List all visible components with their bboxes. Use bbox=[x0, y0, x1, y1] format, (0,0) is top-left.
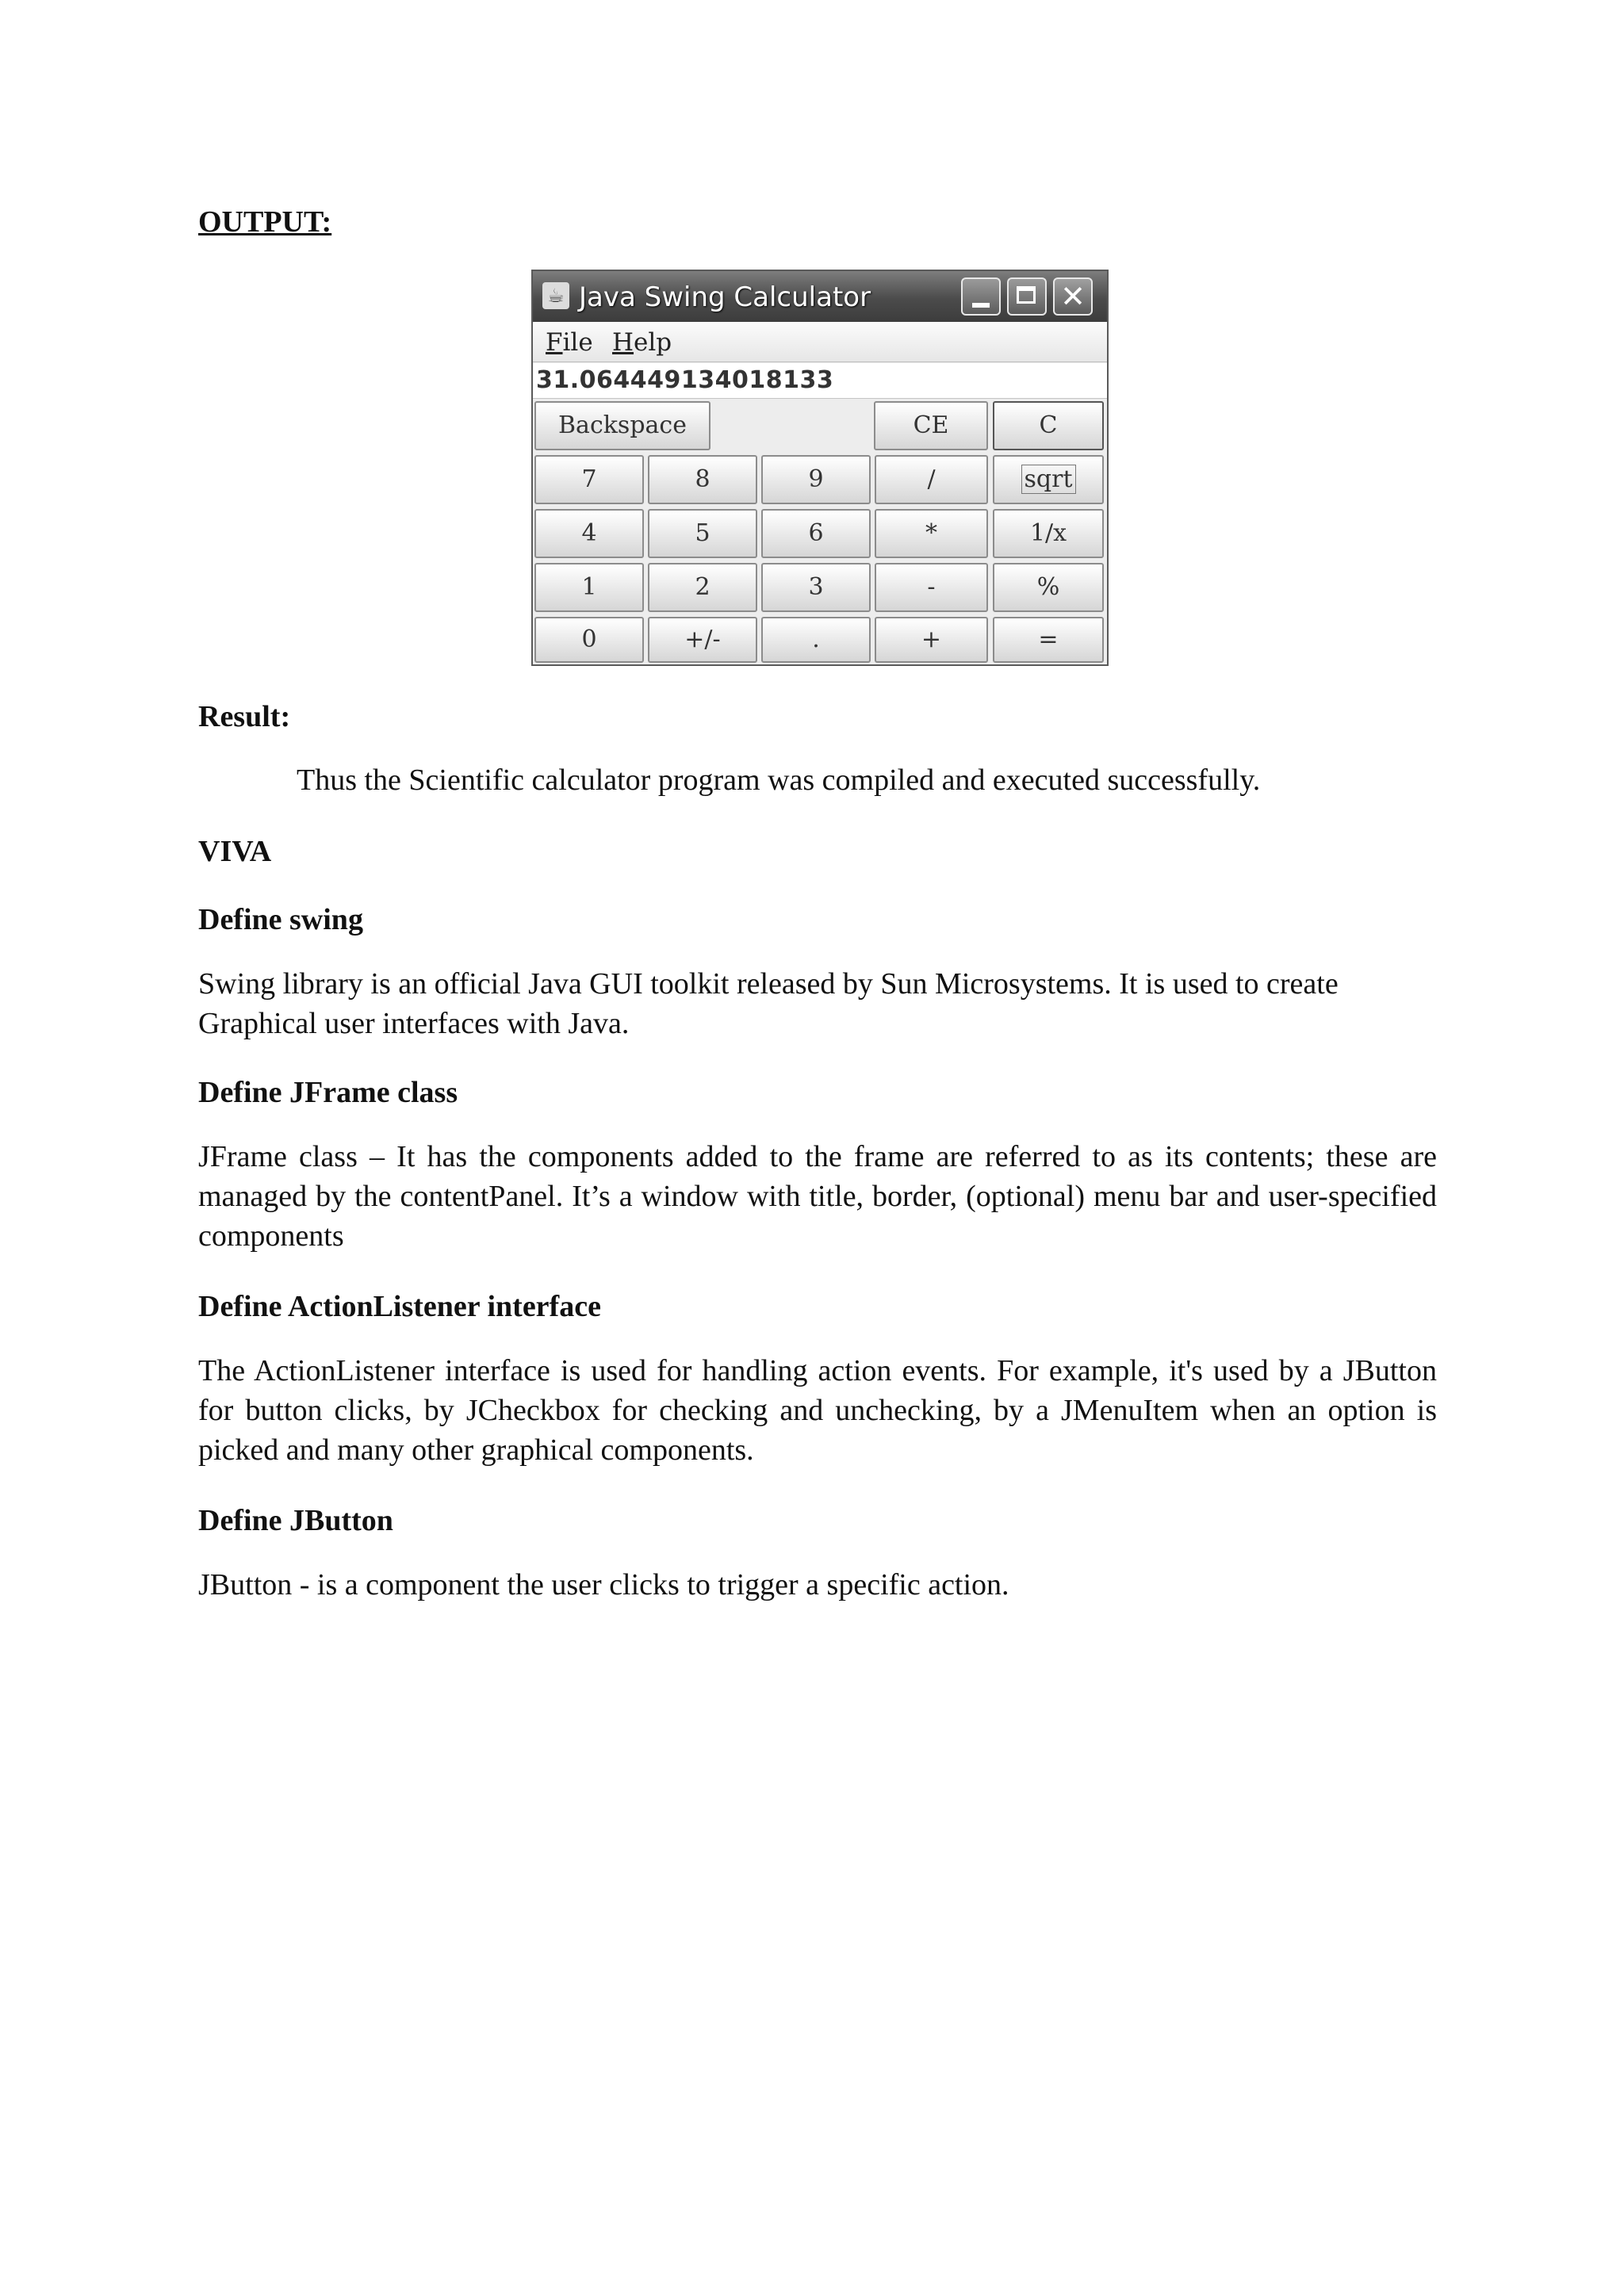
minimize-button[interactable] bbox=[961, 277, 1001, 316]
maximize-icon bbox=[1017, 286, 1036, 304]
output-heading: OUTPUT: bbox=[198, 205, 332, 239]
window-titlebar[interactable] bbox=[533, 271, 1107, 322]
viva-answer-jbutton: JButton - is a component the user clicks to trigger a specific action. bbox=[198, 1568, 1009, 1601]
viva-answer-jframe: JFrame class – It has the components added to the frame are referred to as its contents; these are managed by the contentPanel. It’s a window with title, border, (optional) menu bar and user-specified components bbox=[198, 1140, 1437, 1253]
minimize-icon bbox=[972, 303, 990, 308]
close-icon: ✕ bbox=[1060, 279, 1086, 314]
clear-button[interactable]: C bbox=[993, 401, 1104, 450]
percent-button[interactable]: % bbox=[993, 563, 1104, 612]
menu-file-rest: ile bbox=[562, 328, 593, 357]
window-title: Java Swing Calculator bbox=[579, 281, 871, 313]
menu-help-rest: elp bbox=[634, 328, 672, 357]
viva-question-swing: Define swing bbox=[198, 903, 363, 936]
menu-help-mnemonic: H bbox=[612, 328, 634, 357]
digit-9-button[interactable]: 9 bbox=[761, 455, 871, 504]
equals-button[interactable]: = bbox=[993, 617, 1104, 663]
sqrt-button[interactable] bbox=[993, 455, 1104, 504]
viva-heading: VIVA bbox=[198, 835, 272, 868]
result-heading: Result: bbox=[198, 700, 291, 733]
maximize-button[interactable] bbox=[1007, 277, 1047, 316]
result-text: Thus the Scientific calculator program was compiled and executed successfully. bbox=[297, 763, 1261, 797]
viva-question-jframe: Define JFrame class bbox=[198, 1076, 458, 1109]
calculator-window bbox=[531, 270, 1109, 666]
digit-3-button[interactable]: 3 bbox=[761, 563, 871, 612]
menu-file[interactable] bbox=[546, 328, 593, 357]
close-button[interactable] bbox=[1053, 277, 1093, 316]
sqrt-label: sqrt bbox=[1021, 465, 1076, 494]
calculator-display[interactable] bbox=[533, 363, 1107, 399]
multiply-button[interactable]: * bbox=[875, 509, 988, 558]
divide-button[interactable]: / bbox=[875, 455, 988, 504]
menu-bar bbox=[533, 322, 1107, 362]
subtract-button[interactable]: - bbox=[875, 563, 988, 612]
backspace-button[interactable]: Backspace bbox=[534, 401, 710, 450]
digit-7-button[interactable]: 7 bbox=[534, 455, 644, 504]
digit-2-button[interactable]: 2 bbox=[648, 563, 757, 612]
viva-answer-actionlistener: The ActionListener interface is used for handling action events. For example, it's used by a JButton for button clicks, by JCheckbox for checking and unchecking, by a JMenuItem when an option is picked and many other graphical components. bbox=[198, 1354, 1437, 1467]
digit-1-button[interactable]: 1 bbox=[534, 563, 644, 612]
display-value: 31.064449134018133 bbox=[536, 366, 834, 394]
viva-question-jbutton: Define JButton bbox=[198, 1504, 393, 1537]
digit-5-button[interactable]: 5 bbox=[648, 509, 757, 558]
decimal-point-button[interactable]: . bbox=[761, 617, 871, 663]
menu-file-mnemonic: F bbox=[546, 328, 563, 357]
java-cup-icon: ☕ bbox=[542, 282, 569, 309]
digit-8-button[interactable]: 8 bbox=[648, 455, 757, 504]
digit-6-button[interactable]: 6 bbox=[761, 509, 871, 558]
digit-4-button[interactable]: 4 bbox=[534, 509, 644, 558]
clear-entry-button[interactable]: CE bbox=[874, 401, 988, 450]
digit-0-button[interactable]: 0 bbox=[534, 617, 644, 663]
viva-answer-swing: Swing library is an official Java GUI toolkit released by Sun Microsystems. It is used to create Graphical user interfaces with Java. bbox=[198, 967, 1339, 1040]
viva-question-actionlistener: Define ActionListener interface bbox=[198, 1290, 601, 1323]
reciprocal-button[interactable]: 1/x bbox=[993, 509, 1104, 558]
add-button[interactable]: + bbox=[875, 617, 988, 663]
menu-help[interactable] bbox=[612, 328, 672, 357]
sign-toggle-button[interactable]: +/- bbox=[648, 617, 757, 663]
